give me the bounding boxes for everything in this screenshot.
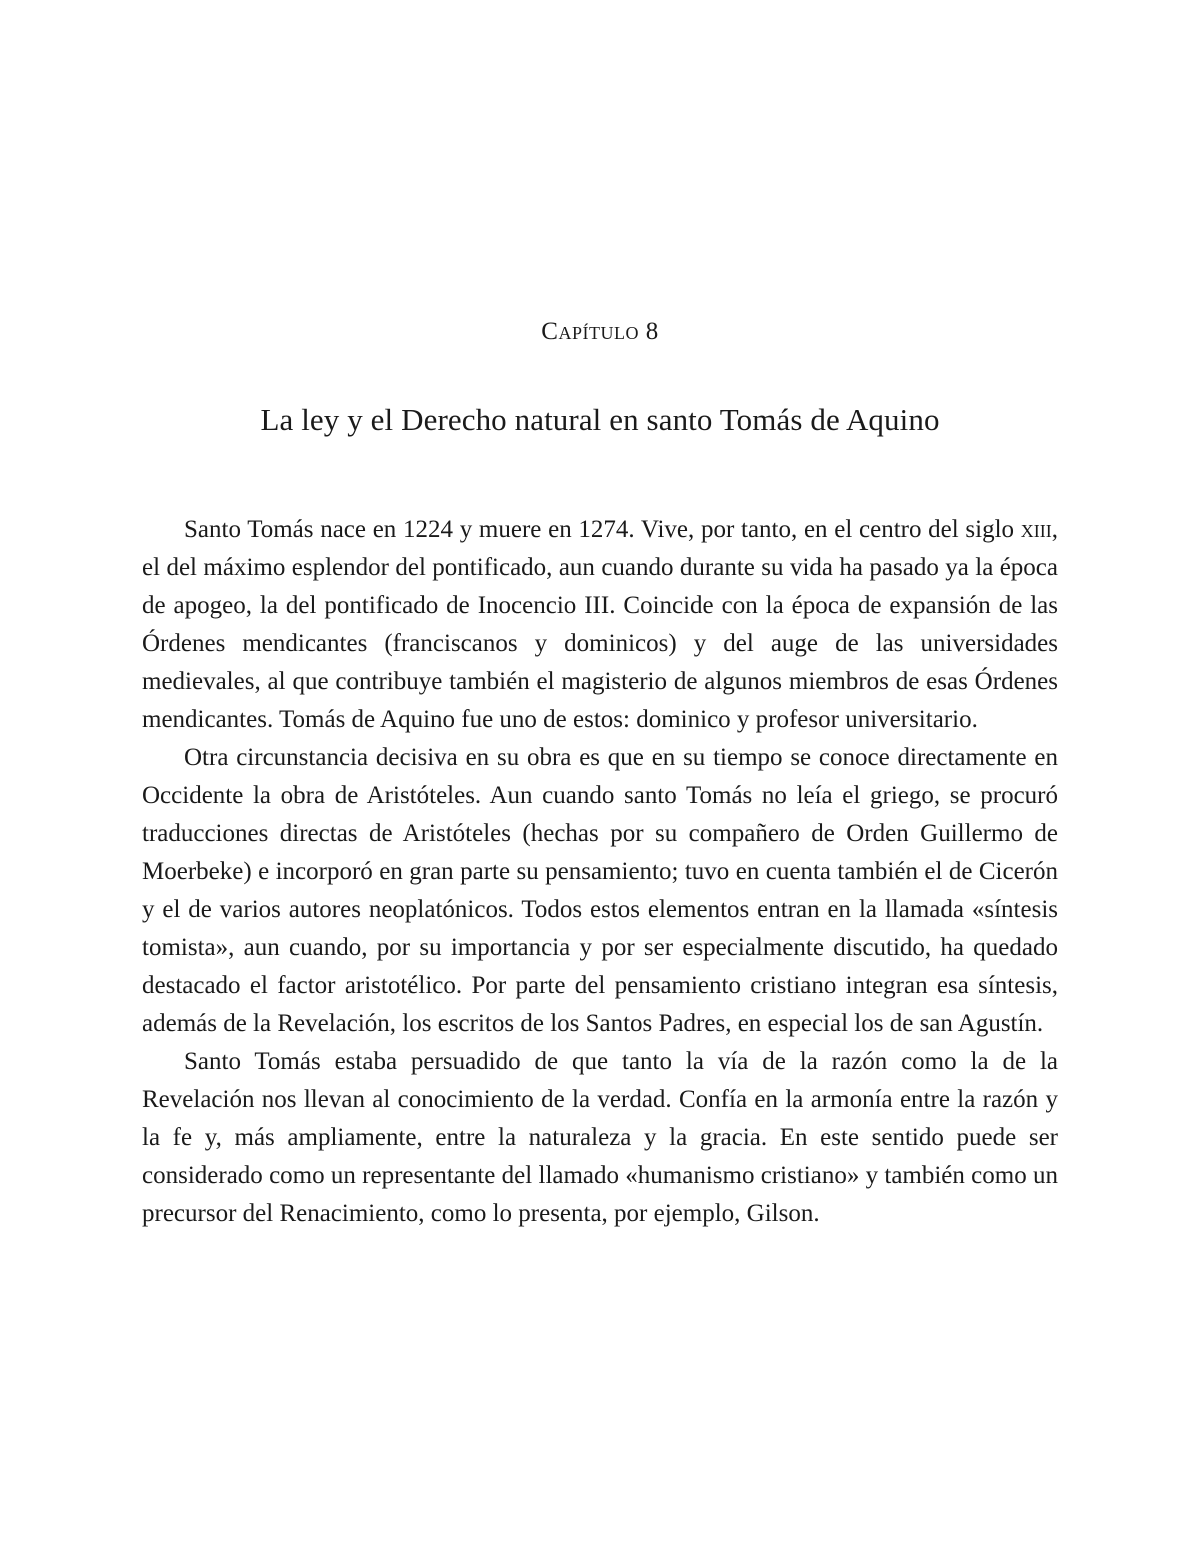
- paragraph-1: [142, 511, 1058, 739]
- paragraph-3: Santo Tomás estaba persuadido de que tanto la vía de la razón como la de la Revelación nos llevan al conocimiento de la verdad. Confía en la armonía entre la razón y la fe y, más ampliamente, entre la naturaleza y la gracia. En este sentido puede ser considerado como un representante del llamado «humanismo cristiano» y también como un precursor del Renacimiento, como lo presenta, por ejemplo, Gilson.: [142, 1048, 1058, 1227]
- century-numeral: xiii: [1020, 516, 1052, 543]
- body-text: [142, 511, 1058, 1233]
- paragraph-2: Otra circunstancia decisiva en su obra es que en su tiempo se conoce directamente en Occidente la obra de Aristóteles. Aun cuando santo Tomás no leía el griego, se procuró traducciones directas de Aristóteles (hechas por su compañero de Orden Guillermo de Moerbeke) e incorporó en gran parte su pensamiento; tuvo en cuenta también el de Cicerón y el de varios autores neoplatónicos. Todos estos elementos entran en la llamada «síntesis tomista», aun cuando, por su importancia y por ser especialmente discutido, ha quedado destacado el factor aristotélico. Por parte del pensamiento cristiano integran esa síntesis, además de la Revelación, los escritos de los Santos Padres, en especial los de san Agustín.: [142, 744, 1058, 1037]
- paragraph-1-part-a: Santo Tomás nace en 1224 y muere en 1274. Vive, por tanto, en el centro del siglo: [184, 516, 1021, 543]
- chapter-title: La ley y el Derecho natural en santo Tomás de Aquino: [260, 402, 940, 437]
- chapter-label: Capítulo 8: [541, 318, 659, 345]
- paragraph-1-part-b: , el del máximo esplendor del pontificado, aun cuando durante su vida ha pasado ya la época de apogeo, la del pontificado de Inocencio III. Coincide con la época de expansión de las Órdenes mendicantes (franciscanos y dominicos) y del auge de las universidades medievales, al que contribuye también el magisterio de algunos miembros de esas Órdenes mendicantes. Tomás de Aquino fue uno de estos: dominico y profesor universitario.: [142, 516, 1058, 733]
